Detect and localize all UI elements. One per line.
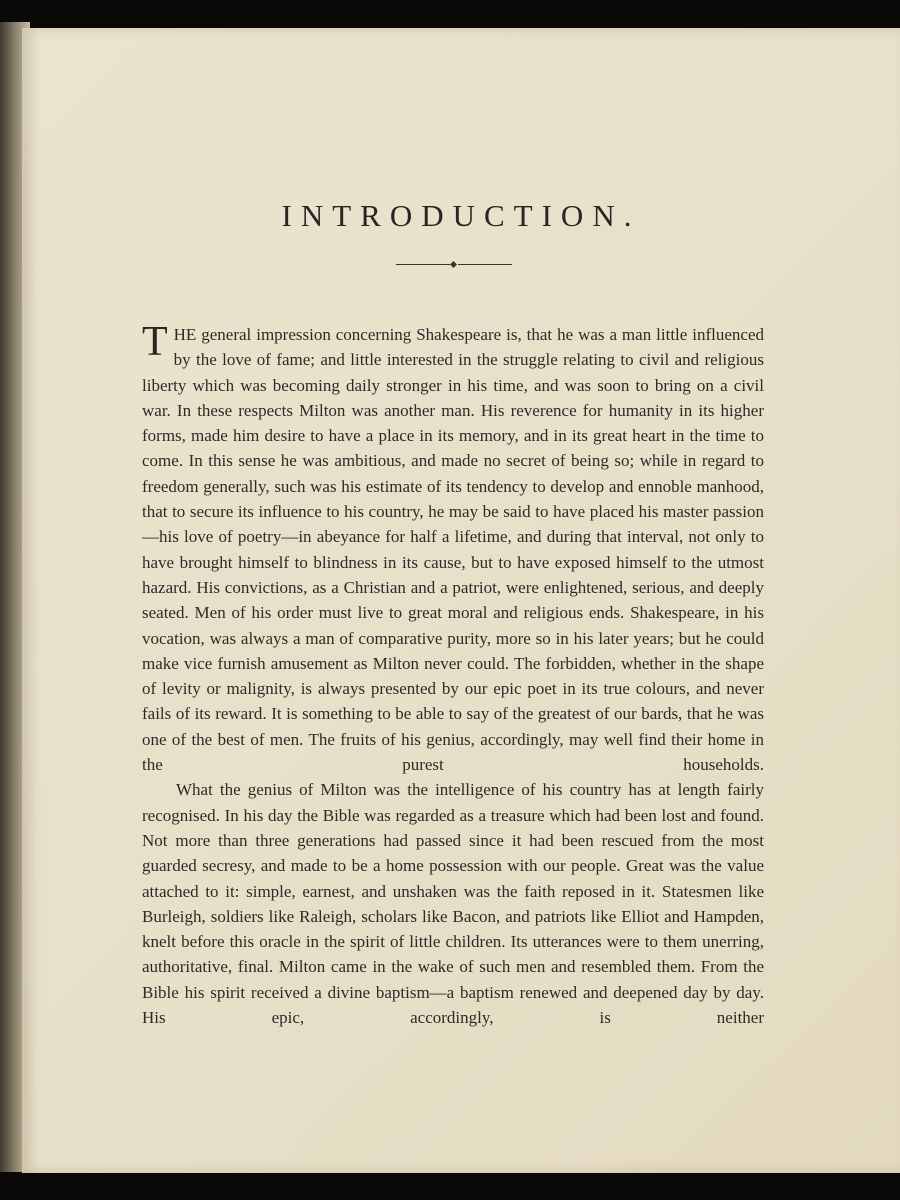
book-page <box>22 28 900 1173</box>
ornament-diamond-icon <box>450 261 457 268</box>
ornament-line-right <box>458 264 512 265</box>
page-title: INTRODUCTION. <box>281 198 641 233</box>
title-ornament-rule <box>396 260 512 270</box>
ornament-line-left <box>396 264 450 265</box>
body-text <box>142 319 764 1030</box>
paragraph-1-text: HE general impression concerning Shakespeare is, that he was a man little influenced by the love of fame; and little interested in the struggle relating to civil and religious liberty which was becoming daily stronger in his time, and was soon to bring on a civil war. In these respects Milton was another man. His reverence for humanity in its higher forms, made him desire to have a place in its memory, and in its great heart in the time to come. In this sense he was ambitious, and made no secret of being so; while in regard to freedom generally, such was his estimate of its tendency to develop and ennoble manhood, that to secure its influence to his country, he may be said to have placed his master passion—his love of poetry—in abeyance for half a lifetime, and during that interval, not only to have brought himself to blindness in its cause, but to have exposed himself to the utmost hazard. His convictions, as a Christian and a patriot, were enlightened, serious, and deeply seated. Men of his order must live to great moral and religious ends. Shakespeare, in his vocation, was always a man of comparative purity, more so in his later years; but he could make vice furnish amusement as Milton never could. The forbidden, whether in the shape of levity or malignity, is always presented by our epic poet in its true colours, and never fails of its reward. It is something to be able to say of the greatest of our bards, that he was one of the best of men. The fruits of his genius, accordingly, may well find their home in the purest households. <box>142 325 764 775</box>
paragraph-1 <box>142 319 764 777</box>
drop-cap: T <box>142 319 168 365</box>
paragraph-2: What the genius of Milton was the intelligence of his country has at length fairly recognised. In his day the Bible was regarded as a treasure which had been lost and found. Not more than three generations had passed since it had been rescued from the most guarded secresy, and made to be a home possession with our people. Great was the value attached to it: simple, earnest, and unshaken was the faith reposed in it. Statesmen like Burleigh, soldiers like Raleigh, scholars like Bacon, and patriots like Elliot and Hampden, knelt before this oracle in the spirit of little children. Its utterances were to them unerring, authoritative, final. Milton came in the wake of such men and resembled them. From the Bible his spirit received a divine baptism—a baptism renewed and deepened day by day. His epic, accordingly, is neither <box>142 780 764 1028</box>
